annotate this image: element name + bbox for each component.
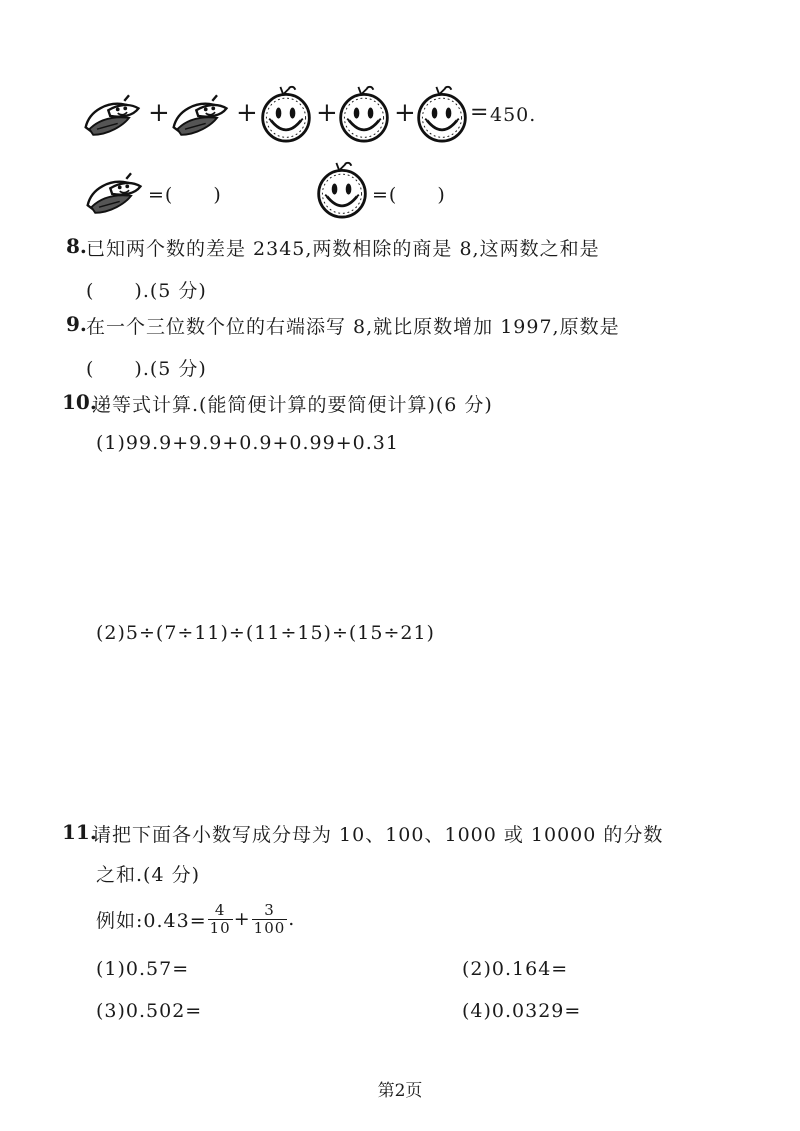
fraction-numerator: 4 [214,901,226,919]
example-line [96,902,295,936]
smiling-orange-icon [414,84,470,144]
plus-sign: + [394,98,416,128]
question-9-answer: ( ).(5 分) [86,358,207,380]
fraction-numerator: 3 [264,901,275,919]
fraction-denominator: 100 [253,918,286,937]
item-4: (4)0.0329= [462,1000,582,1022]
plus-sign: + [316,98,338,128]
question-11-number: 11. [62,820,97,844]
example-plus: + [233,908,251,930]
page-number: 第2页 [377,1081,423,1101]
example-end: . [288,908,296,930]
banana-answer-blank: =( ) [148,184,222,206]
question-9-text: 在一个三位数个位的右端添写 8,就比原数增加 1997,原数是 [86,316,620,338]
smiling-orange-icon [336,84,392,144]
item-2: (2)0.164= [462,958,569,980]
question-11-text-cont: 之和.(4 分) [96,864,200,886]
banana-icon [80,90,146,140]
question-10-part-2: (2)5÷(7÷11)÷(11÷15)÷(15÷21) [96,622,435,644]
plus-sign: + [148,98,170,128]
example-prefix: 例如:0.43= [96,909,207,932]
smiling-orange-icon [258,84,314,144]
plus-sign: + [236,98,258,128]
orange-answer-blank: =( ) [372,184,446,206]
question-10-part-1: (1)99.9+9.9+0.9+0.99+0.31 [96,432,399,454]
puzzle-total: 450. [490,104,537,126]
item-3: (3)0.502= [96,1000,203,1022]
question-8-answer: ( ).(5 分) [86,280,207,302]
fraction-4-10 [208,902,233,936]
question-10-number: 10. [62,390,97,414]
smiling-orange-icon [314,160,370,220]
fraction-denominator: 10 [209,918,231,937]
banana-icon [82,168,148,218]
question-8-text: 已知两个数的差是 2345,两数相除的商是 8,这两数之和是 [86,238,600,260]
question-10-title: 递等式计算.(能简便计算的要简便计算)(6 分) [92,394,493,416]
question-8-number: 8. [66,234,87,258]
question-11-text: 请把下面各小数写成分母为 10、100、1000 或 10000 的分数 [92,824,664,846]
equals-sign: = [470,100,489,125]
banana-icon [168,90,234,140]
fraction-3-100 [252,902,288,936]
question-9-number: 9. [66,312,87,336]
item-1: (1)0.57= [96,958,190,980]
